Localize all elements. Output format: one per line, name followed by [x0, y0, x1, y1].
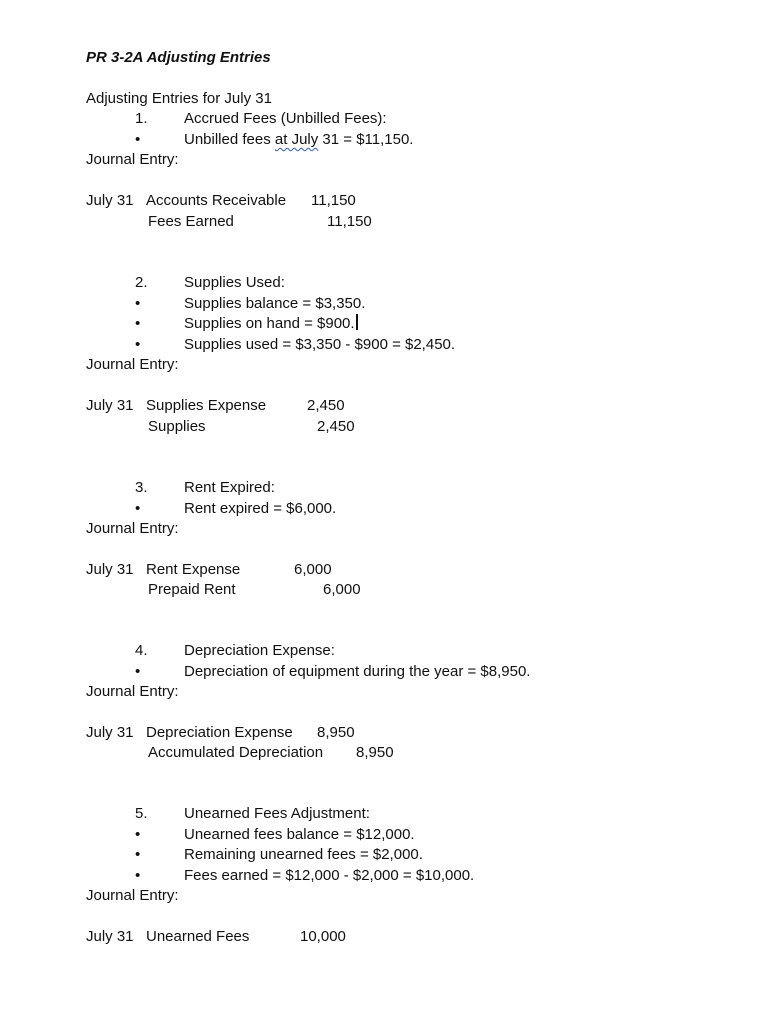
entry-1-bullet-1-marker: •: [135, 131, 141, 148]
entry-3-name: Rent Expired:: [184, 479, 275, 496]
entry-5-debit-amount: 10,000: [300, 928, 346, 945]
entry-2-credit-account: Supplies: [148, 418, 206, 435]
entry-4-date: July 31: [86, 724, 134, 741]
journal-entry-label-1: Journal Entry:: [86, 151, 179, 168]
entry-3-number: 3.: [135, 479, 148, 496]
entry-5-date: July 31: [86, 928, 134, 945]
entry-3-debit-amount: 6,000: [294, 561, 332, 578]
entry-4-bullet-1-marker: •: [135, 663, 141, 680]
entry-5-bullet-1-marker: •: [135, 826, 141, 843]
entry-1-credit-account: Fees Earned: [148, 213, 234, 230]
entry-4-name: Depreciation Expense:: [184, 642, 335, 659]
entry-4-bullet-1: Depreciation of equipment during the year = $8,950.: [184, 663, 531, 680]
journal-entry-label-5: Journal Entry:: [86, 887, 179, 904]
entry-5-bullet-2-marker: •: [135, 846, 141, 863]
entry-3-bullet-1-marker: •: [135, 500, 141, 517]
journal-entry-label-2: Journal Entry:: [86, 356, 179, 373]
entry-1-date: July 31: [86, 192, 134, 209]
text-cursor: [356, 314, 358, 330]
entry-1-bullet-1: [184, 130, 413, 150]
entry-2-bullet-3-marker: •: [135, 336, 141, 353]
entry-2-debit-account: Supplies Expense: [146, 397, 267, 414]
entry-4-debit-account: Depreciation Expense: [146, 724, 293, 741]
entry-4-number: 4.: [135, 642, 148, 659]
entry-2-credit-amount: 2,450: [317, 418, 355, 435]
entry-1-bullet-1-pre: Unbilled fees: [184, 131, 275, 148]
entry-4-credit-amount: 8,950: [356, 744, 394, 761]
entry-2-bullet-2: [184, 314, 358, 334]
entry-4-debit-amount: 8,950: [317, 724, 355, 741]
entry-1-name: Accrued Fees (Unbilled Fees):: [184, 110, 387, 127]
entry-1-number: 1.: [135, 110, 148, 127]
entry-5-number: 5.: [135, 805, 148, 822]
entry-5-bullet-2: Remaining unearned fees = $2,000.: [184, 846, 423, 863]
entry-3-credit-amount: 6,000: [323, 581, 361, 598]
entry-2-number: 2.: [135, 274, 148, 291]
entry-1-debit-account: Accounts Receivable: [146, 192, 287, 209]
entry-3-bullet-1: Rent expired = $6,000.: [184, 500, 337, 517]
entry-5-name: Unearned Fees Adjustment:: [184, 805, 370, 822]
entry-2-bullet-1: Supplies balance = $3,350.: [184, 295, 366, 312]
entry-3-debit-account: Rent Expense: [146, 561, 241, 578]
entry-2-date: July 31: [86, 397, 134, 414]
entry-2-bullet-2-text: Supplies on hand = $900.: [184, 315, 355, 332]
spellcheck-squiggle: at July: [274, 131, 319, 148]
entry-2-bullet-1-marker: •: [135, 295, 141, 312]
entry-2-bullet-3: Supplies used = $3,350 - $900 = $2,450.: [184, 336, 456, 353]
entry-2-debit-amount: 2,450: [307, 397, 345, 414]
entry-5-bullet-3: Fees earned = $12,000 - $2,000 = $10,000.: [184, 867, 475, 884]
entry-2-name: Supplies Used:: [184, 274, 285, 291]
document-title: PR 3-2A Adjusting Entries: [86, 49, 271, 66]
journal-entry-label-4: Journal Entry:: [86, 683, 179, 700]
entry-5-debit-account: Unearned Fees: [146, 928, 250, 945]
entry-3-date: July 31: [86, 561, 134, 578]
entry-1-debit-amount: 11,150: [311, 192, 356, 209]
entry-5-bullet-1: Unearned fees balance = $12,000.: [184, 826, 415, 843]
section-heading: Adjusting Entries for July 31: [86, 90, 272, 107]
entry-4-credit-account: Accumulated Depreciation: [148, 744, 324, 761]
entry-1-credit-amount: 11,150: [327, 213, 372, 230]
entry-2-bullet-2-marker: •: [135, 315, 141, 332]
entry-3-credit-account: Prepaid Rent: [148, 581, 236, 598]
journal-entry-label-3: Journal Entry:: [86, 520, 179, 537]
entry-5-bullet-3-marker: •: [135, 867, 141, 884]
entry-1-bullet-1-post: 31 = $11,150.: [318, 131, 414, 148]
